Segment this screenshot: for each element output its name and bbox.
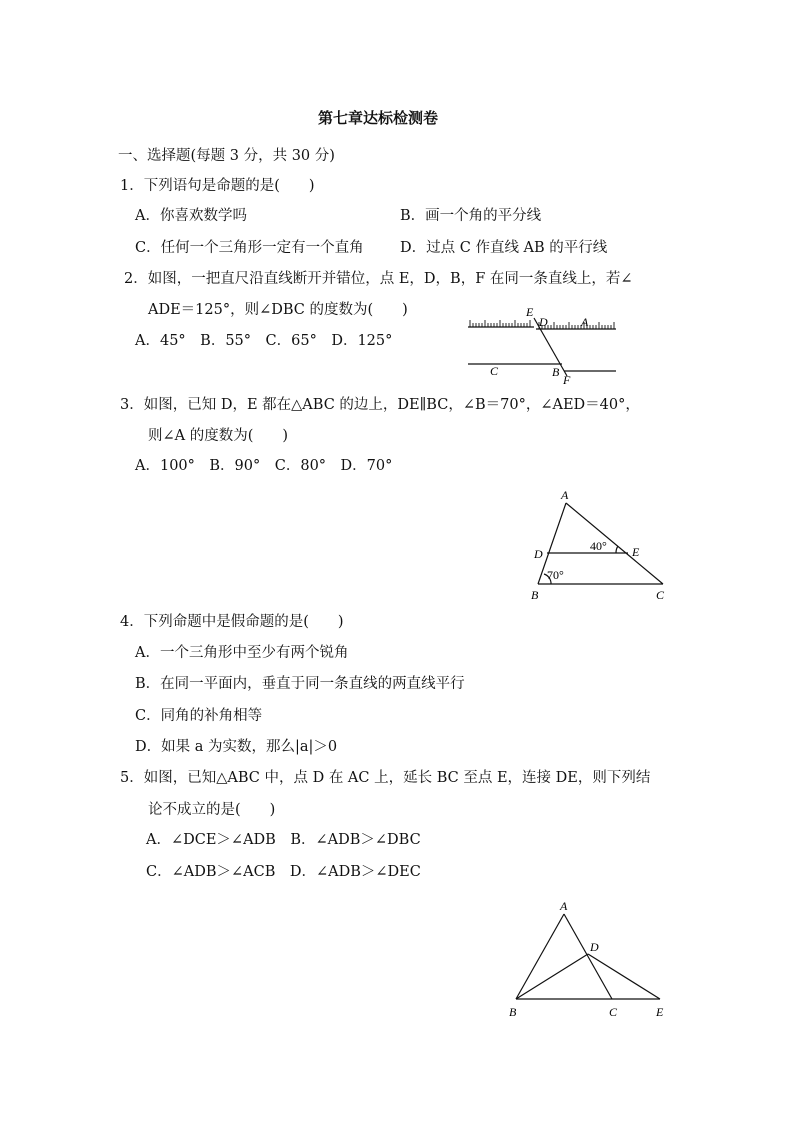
q1-stem: 1．下列语句是命题的是( ) [120,178,315,194]
q2-label-d: D [539,315,548,329]
q3-label-b: B [531,588,539,602]
q3-label-d: D [534,547,543,561]
q5-stem-line1: 5．如图，已知△ABC 中，点 D 在 AC 上，延长 BC 至点 E，连接 DE，则下列结 [120,770,651,786]
q2-label-e: E [526,305,534,319]
q5-options-line1: A．∠DCE＞∠ADB B．∠ADB＞∠DBC [146,832,421,848]
q2-label-f: F [563,373,571,387]
q3-label-a: A [561,488,569,502]
q4-option-a: A．一个三角形中至少有两个锐角 [135,645,349,661]
q2-label-a: A [581,315,589,329]
q1-option-b: B．画一个角的平分线 [400,208,542,224]
q5-options-line2: C．∠ADB＞∠ACB D．∠ADB＞∠DEC [146,864,421,880]
q5-label-e: E [656,1005,664,1019]
q5-triangle-figure [502,896,682,1026]
q1-option-d: D．过点 C 作直线 AB 的平行线 [400,240,608,256]
q5-label-a: A [560,899,568,913]
q4-option-b: B．在同一平面内，垂直于同一条直线的两直线平行 [135,676,465,692]
q5-label-d: D [590,940,599,954]
q2-stem-line1: 2．如图，一把直尺沿直线断开并错位，点 E，D，B，F 在同一条直线上，若∠ [124,271,633,287]
q5-stem-line2: 论不成立的是( ) [148,802,276,818]
q3-stem-line2: 则∠A 的度数为( ) [148,428,289,444]
q4-option-d: D．如果 a 为实数，那么|a|＞0 [135,739,338,755]
q4-stem: 4．下列命题中是假命题的是( ) [120,614,344,630]
q5-label-b: B [509,1005,517,1019]
q3-angle-label-e: 40° [590,539,607,553]
section-heading: 一、选择题(每题 3 分，共 30 分) [118,148,335,164]
q3-stem-line1: 3．如图，已知 D，E 都在△ABC 的边上，DE∥BC，∠B＝70°，∠AED＝40°， [120,397,640,413]
q2-label-c: C [490,364,499,378]
q2-options: A．45° B．55° C．65° D．125° [135,333,393,349]
q2-stem-line2: ADE＝125°，则∠DBC 的度数为( ) [148,302,408,318]
q3-angle-label-b: 70° [547,568,564,582]
q4-option-c: C．同角的补角相等 [135,708,263,724]
q2-broken-ruler-figure [464,304,624,388]
q5-label-c: C [609,1005,618,1019]
q1-option-a: A．你喜欢数学吗 [135,208,247,224]
q3-triangle-figure [526,486,676,606]
q1-option-c: C．任何一个三角形一定有一个直角 [135,240,364,256]
q3-label-e: E [632,545,640,559]
q2-label-b: B [552,365,560,379]
q3-label-c: C [656,588,665,602]
page-title: 第七章达标检测卷 [318,109,439,127]
q3-options: A．100° B．90° C．80° D．70° [135,458,393,474]
